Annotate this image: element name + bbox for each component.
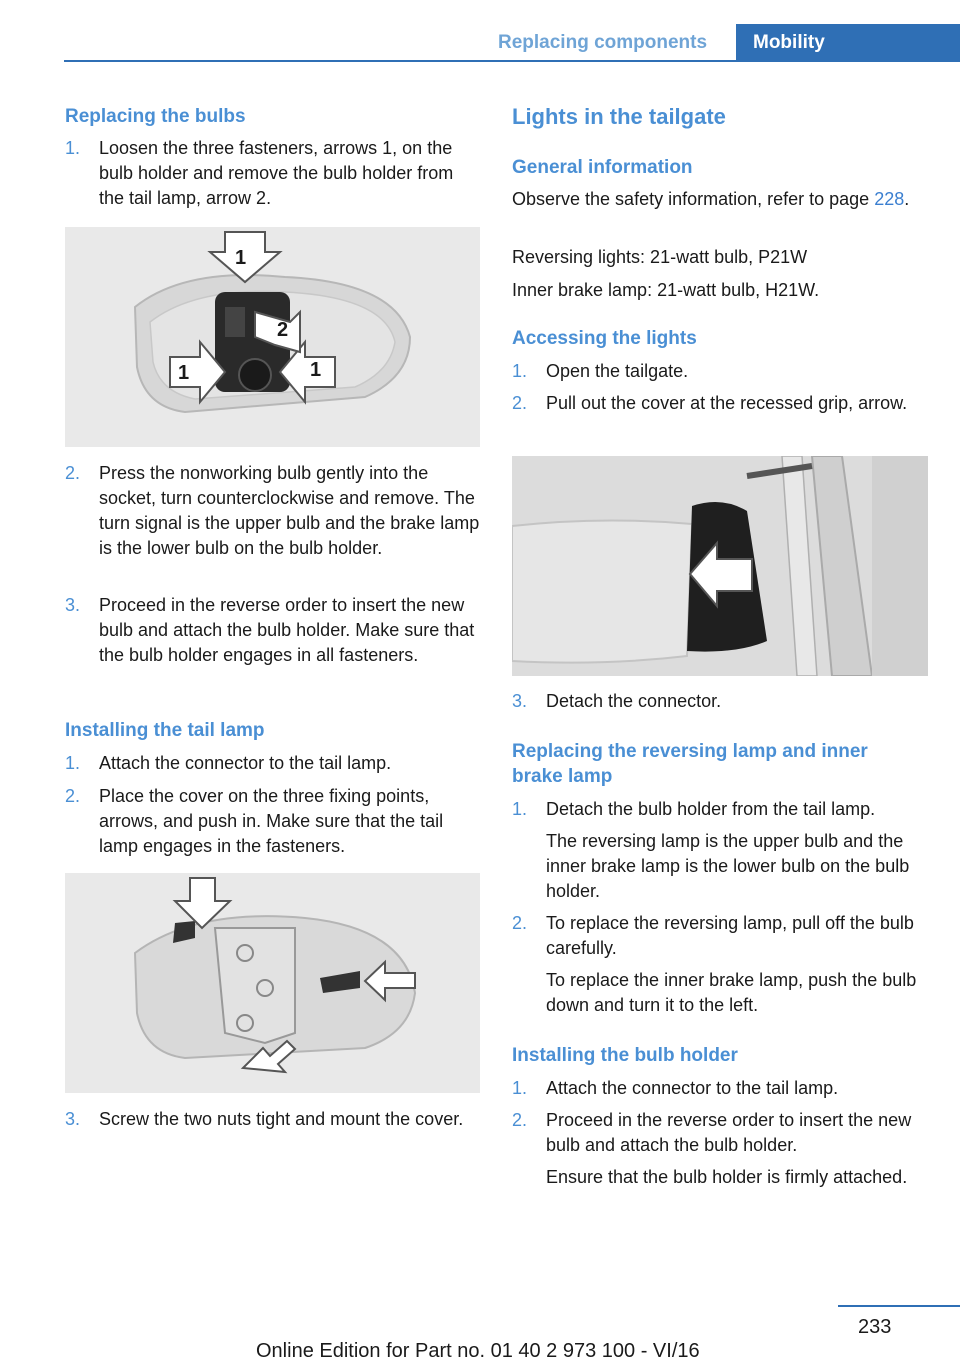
step-text: Attach the connector to the tail lamp. [546,1078,839,1098]
page-number: 233 [858,1316,892,1338]
tail-lamp-cover-illustration [65,873,480,1093]
step-number: 1. [512,799,528,819]
general-info-text-a: Observe the safety information, refer to page [512,189,875,209]
header-section-title: Replacing components [498,32,708,53]
step-number: 3. [512,691,528,711]
step-number: 3. [65,1109,81,1129]
general-info-text [512,187,928,212]
heading-general-information: General information [512,157,693,178]
header-rule [64,60,960,62]
reversing-lights-spec: Reversing lights: 21-watt bulb, P21W [512,247,808,267]
step-number: 2. [65,786,81,806]
page-link[interactable]: 228 [874,189,905,209]
heading-replacing-reversing-lamp: Replacing the reversing lamp and inner brake lamp [512,741,868,787]
step-number: 2. [512,1110,528,1130]
callout-label: 1 [178,362,190,384]
figure-tail-lamp-bulb-holder [65,227,480,447]
step-number: 1. [512,361,528,381]
step-number: 1. [65,753,81,773]
step-text: Place the cover on the three fixing points, arrows, and push in. Make sure that the tail lamp engages in the fasteners. [99,786,444,856]
footer-rule [838,1305,960,1307]
step-number: 2. [512,393,528,413]
step-text: Detach the connector. [546,691,722,711]
step-text: Screw the two nuts tight and mount the cover. [99,1109,464,1129]
step-text: Open the tailgate. [546,361,689,381]
heading-installing-bulb-holder: Installing the bulb holder [512,1045,738,1066]
step-subtext: To replace the inner brake lamp, push the bulb down and turn it to the left. [546,970,917,1015]
step-text: Press the nonworking bulb gently into the socket, turn counterclockwise and remove. The turn signal is the upper bulb and the brake lamp is the lower bulb on the bulb holder. [99,463,480,558]
step-number: 3. [65,595,81,615]
callout-label: 1 [310,359,322,381]
step-subtext: The reversing lamp is the upper bulb and the inner brake lamp is the lower bulb on the bulb holder. [546,831,910,901]
step-text: To replace the reversing lamp, pull off the bulb carefully. [546,913,914,958]
step-text: Attach the connector to the tail lamp. [99,753,392,773]
step-text: Proceed in the reverse order to insert the new bulb and attach the bulb holder. [546,1110,912,1155]
tail-lamp-illustration [65,227,480,447]
step-number: 1. [65,138,81,158]
header-chapter-tab [736,24,960,62]
step-number: 1. [512,1078,528,1098]
callout-label: 1 [235,247,247,269]
step-number: 2. [65,463,81,483]
step-text: Loosen the three fasteners, arrows 1, on the bulb holder and remove the bulb holder from the tail lamp, arrow 2. [99,138,454,208]
general-info-text-b: . [904,189,910,209]
step-number: 2. [512,913,528,933]
footer-edition: Online Edition for Part no. 01 40 2 973 100 - VI/16 [256,1340,700,1362]
heading-installing-tail-lamp: Installing the tail lamp [65,720,265,741]
step-text: Detach the bulb holder from the tail lamp. [546,799,876,819]
figure-tail-lamp-cover [65,873,480,1093]
figure-tailgate-cover [512,456,928,676]
tailgate-cover-illustration [512,456,928,676]
step-subtext: Ensure that the bulb holder is firmly attached. [546,1167,908,1187]
inner-brake-lamp-spec: Inner brake lamp: 21-watt bulb, H21W. [512,280,820,300]
heading-replacing-bulbs: Replacing the bulbs [65,106,246,127]
step-text: Pull out the cover at the recessed grip, arrow. [546,393,908,413]
header-chapter-label: Mobility [753,32,825,53]
heading-accessing-lights: Accessing the lights [512,328,697,349]
callout-label: 2 [277,319,289,341]
heading-lights-in-tailgate: Lights in the tailgate [512,104,726,129]
step-text: Proceed in the reverse order to insert the new bulb and attach the bulb holder. Make sure that the bulb holder engages in all fasteners. [99,595,475,665]
